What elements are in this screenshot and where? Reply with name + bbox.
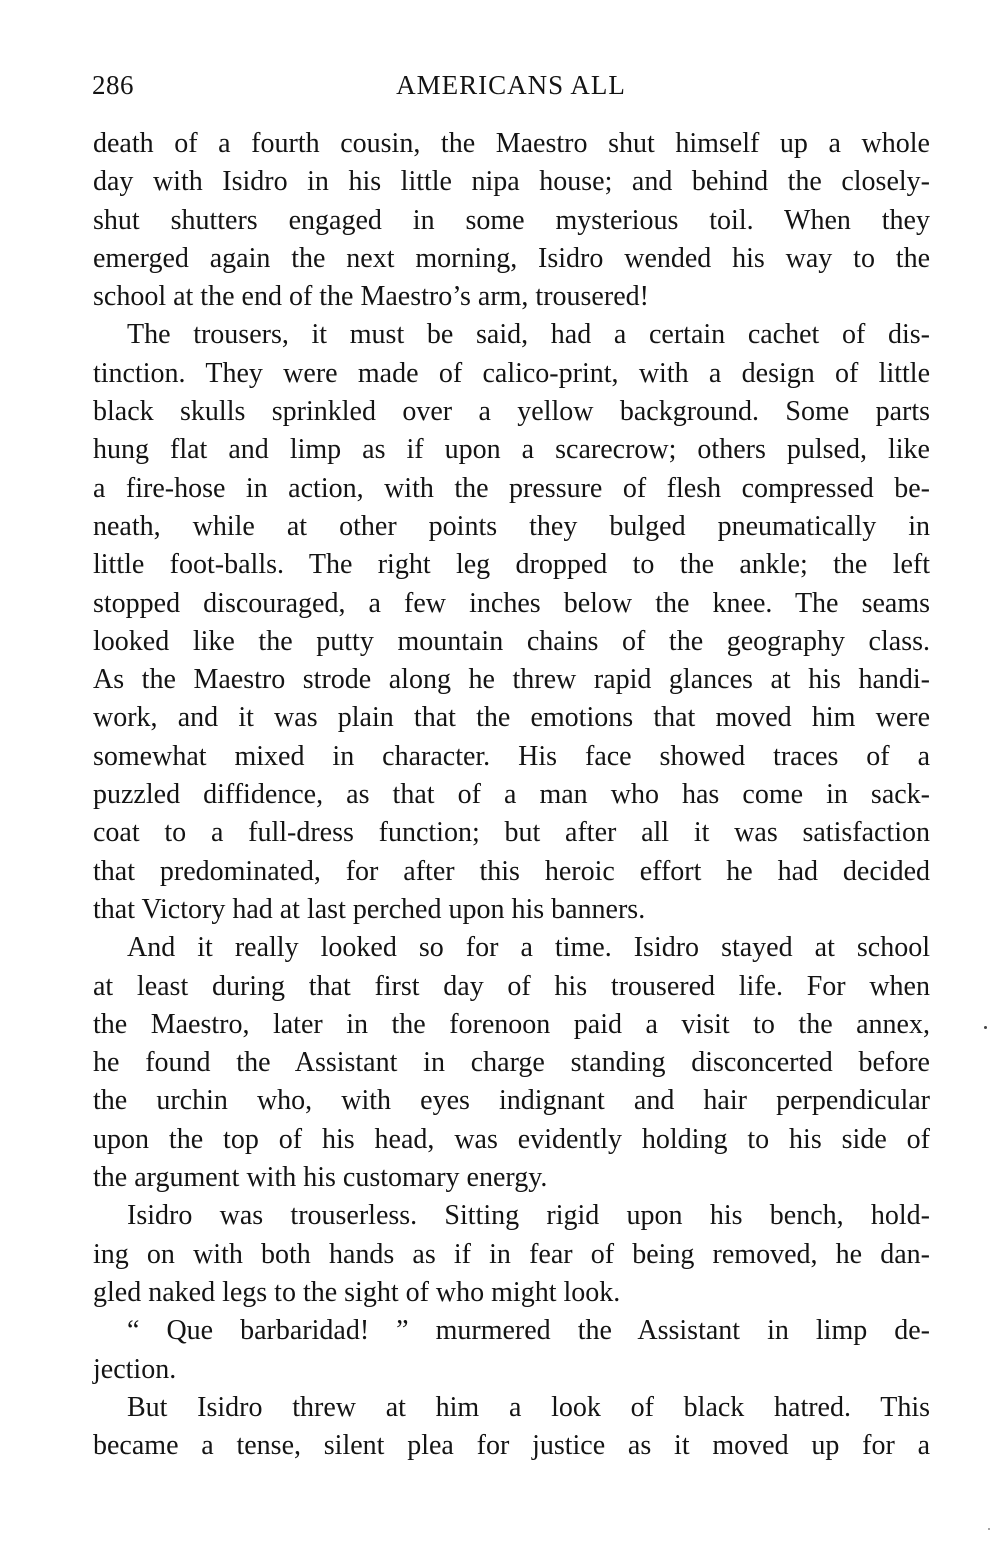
paper-speck xyxy=(984,1026,987,1029)
text-line: gled naked legs to the sight of who might look. xyxy=(93,1276,621,1308)
text-line: at least during that first day of his trousered life. For when xyxy=(93,970,930,1002)
text-line: work, and it was plain that the emotions that moved him were xyxy=(93,702,930,734)
paper-speck xyxy=(988,1528,990,1530)
text-line: shut shutters engaged in some mysterious toil. When they xyxy=(93,204,930,236)
text-line: As the Maestro strode along he threw rapid glances at his handi- xyxy=(93,664,930,696)
text-line: emerged again the next morning, Isidro wended his way to the xyxy=(93,242,930,274)
running-head: AMERICANS ALL xyxy=(396,70,626,100)
page-number: 286 xyxy=(92,70,134,100)
text-line: the urchin who, with eyes indignant and hair perpendicular xyxy=(93,1085,930,1117)
text-line: upon the top of his head, was evidently holding to his side of xyxy=(93,1123,930,1155)
text-line: somewhat mixed in character. His face showed traces of a xyxy=(93,740,930,772)
text-line: puzzled diffidence, as that of a man who has come in sack- xyxy=(93,779,930,811)
text-line: And it really looked so for a time. Isidro stayed at school xyxy=(127,932,930,964)
text-line: The trousers, it must be said, had a certain cachet of dis- xyxy=(127,319,930,351)
text-line: neath, while at other points they bulged pneumatically in xyxy=(93,510,930,542)
text-line: the Maestro, later in the forenoon paid a visit to the annex, xyxy=(93,1008,930,1040)
text-line: stopped discouraged, a few inches below the knee. The seams xyxy=(93,587,930,619)
text-line: black skulls sprinkled over a yellow background. Some parts xyxy=(93,396,930,428)
text-line: death of a fourth cousin, the Maestro shut himself up a whole xyxy=(93,128,930,159)
text-line: jection. xyxy=(93,1353,177,1385)
text-line: But Isidro threw at him a look of black hatred. This xyxy=(127,1391,930,1423)
text-line: tinction. They were made of calico-print, with a design of little xyxy=(93,357,930,389)
text-line: ing on with both hands as if in fear of being removed, he dan- xyxy=(93,1238,930,1270)
text-line: day with Isidro in his little nipa house; and behind the closely- xyxy=(93,166,930,198)
text-line: hung flat and limp as if upon a scarecrow; others pulsed, like xyxy=(93,434,930,466)
text-line: he found the Assistant in charge standing disconcerted before xyxy=(93,1047,930,1079)
body-text xyxy=(93,125,930,1465)
text-line: little foot-balls. The right leg dropped to the ankle; the left xyxy=(93,549,930,581)
text-line: “ Que barbaridad! ” murmered the Assistant in limp de- xyxy=(127,1315,930,1347)
page-header xyxy=(92,70,930,110)
text-line: coat to a full-dress function; but after all it was satisfaction xyxy=(93,817,930,849)
text-line: school at the end of the Maestro’s arm, trousered! xyxy=(93,281,649,313)
text-line: that Victory had at last perched upon his banners. xyxy=(93,893,646,925)
text-line: Isidro was trouserless. Sitting rigid upon his bench, hold- xyxy=(127,1200,930,1232)
text-line: became a tense, silent plea for justice as it moved up for a xyxy=(93,1430,930,1462)
text-line: a fire-hose in action, with the pressure of flesh compressed be- xyxy=(93,472,930,504)
text-line: that predominated, for after this heroic effort he had decided xyxy=(93,855,930,887)
text-line: looked like the putty mountain chains of the geography class. xyxy=(93,625,930,657)
text-line: the argument with his customary energy. xyxy=(93,1162,548,1194)
